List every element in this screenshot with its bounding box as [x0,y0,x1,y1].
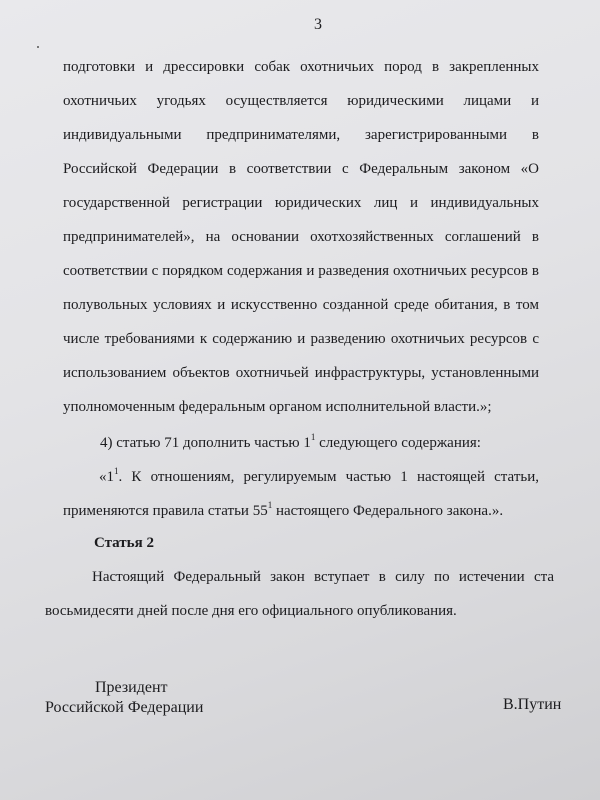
page-number: 3 [314,16,322,33]
body-line: предпринимателей», на основании охотхозяйственных соглашений в [63,229,539,245]
quote-line-2 [63,502,503,519]
body-line: индивидуальными предпринимателями, зарегистрированными в [63,127,539,143]
item4-text: 4) статью 71 дополнить частью 1 [100,435,311,451]
item4-text-end: следующего содержания: [315,435,481,451]
body-line: соответствии с порядком содержания и разведения охотничьих ресурсов в [63,263,539,279]
body-line: уполномоченным федеральным органом исполнительной власти.»; [63,399,492,415]
amendment-item-4 [100,434,481,451]
quote1-start: «1 [99,469,114,485]
signatory-title-line2: Российской Федерации [45,699,204,716]
body-line: Российской Федерации в соответствии с Федеральным законом «О [63,161,539,177]
body-line: подготовки и дрессировки собак охотничьих пород в закрепленных [63,59,539,75]
quote2-text: настоящего Федерального закона.». [272,503,504,519]
body-line: государственной регистрации юридических лиц и индивидуальных [63,195,539,211]
paper-speck [37,46,39,48]
signatory-title-line1: Президент [95,679,168,696]
body-line: числе требованиями к содержанию и разведению охотничьих ресурсов с [63,331,539,347]
quote1-text: . К отношениям, регулируемым частью 1 настоящей статьи, [118,469,539,485]
item4-superscript: 1 [310,432,316,442]
quote2-start: применяются правила статьи 55 [63,503,268,519]
body-line: полувольных условиях и искусственно созданной среде обитания, в том [63,297,539,313]
signatory-name: В.Путин [503,696,562,713]
body-line: охотничьих угодьях осуществляется юридическими лицами и [63,93,539,109]
body-line: использованием объектов охотничьей инфраструктуры, установленными [63,365,539,381]
signatory-title [45,678,203,718]
quote-line-1 [99,468,539,485]
quote2-superscript: 1 [267,500,273,510]
article-2-line: восьмидесяти дней после дня его официального опубликования. [45,603,457,619]
article-2-line: Настоящий Федеральный закон вступает в силу по истечении ста [92,569,554,585]
article-2-heading: Статья 2 [94,535,154,551]
quote1-superscript: 1 [114,466,119,476]
